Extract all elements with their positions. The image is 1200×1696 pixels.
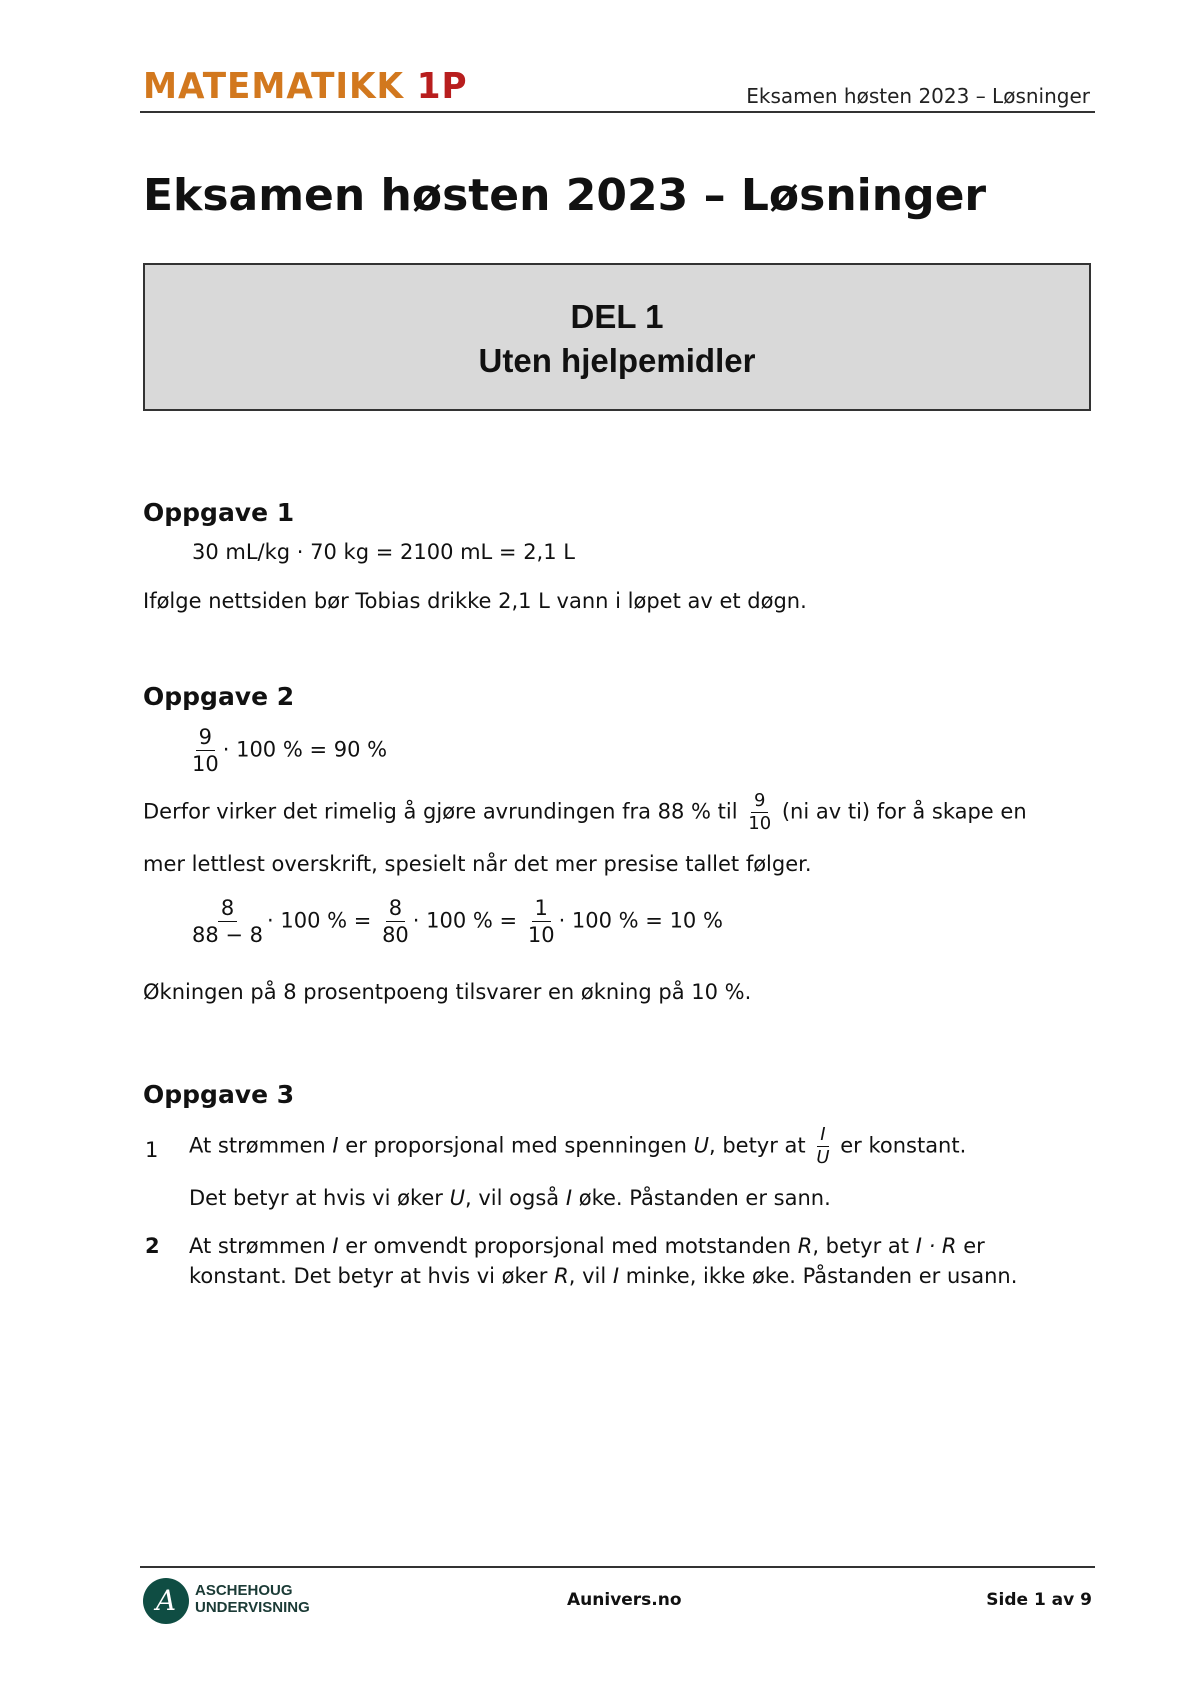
fraction-denominator: 10: [748, 813, 772, 834]
eq-part: · 100 % =: [412, 908, 518, 933]
item1-number: 1: [145, 1138, 159, 1162]
var: I: [332, 1133, 339, 1158]
var: R: [797, 1234, 813, 1258]
eq-rest: · 100 % = 90 %: [222, 737, 388, 762]
oppgave1-calc: 30 mL/kg · 70 kg = 2100 mL = 2,1 L: [192, 540, 575, 564]
eq-part: · 100 % = 10 %: [558, 908, 723, 933]
header-title: Eksamen høsten 2023 – Løsninger: [746, 84, 1090, 108]
publisher-logo-text: ASCHEHOUG UNDERVISNING: [195, 1582, 310, 1616]
item2-line1: [189, 1234, 985, 1258]
var: I: [612, 1264, 620, 1288]
fraction-numerator: 9: [751, 790, 768, 813]
section-subtitle: Uten hjelpemidler: [478, 342, 756, 379]
oppgave2-eq2: [188, 895, 723, 948]
oppgave2-text2: mer lettlest overskrift, spesielt når det mer presise tallet følger.: [143, 852, 812, 876]
text: er proporsjonal med spenningen: [345, 1133, 687, 1158]
footer-divider: [140, 1566, 1095, 1568]
text: At strømmen: [189, 1133, 326, 1158]
fraction-denominator: 10: [527, 923, 555, 947]
text: er: [963, 1234, 985, 1258]
var: R: [554, 1264, 569, 1288]
header-divider: [140, 111, 1095, 113]
fraction-denominator: U: [816, 1147, 830, 1168]
footer-site: Aunivers.no: [567, 1590, 682, 1610]
matematikk-logo: MATEMATIKK 1P: [143, 66, 468, 107]
text: Det betyr at hvis vi øker: [189, 1186, 443, 1210]
oppgave1-text: Ifølge nettsiden bør Tobias drikke 2,1 L vann i løpet av et døgn.: [143, 589, 807, 613]
oppgave1-heading: Oppgave 1: [143, 498, 295, 527]
var: I: [332, 1234, 339, 1258]
fraction-numerator: I: [817, 1124, 828, 1147]
oppgave2-heading: Oppgave 2: [143, 682, 295, 711]
section-box: [143, 263, 1091, 411]
fraction-numerator: 1: [532, 895, 551, 922]
document-title: Eksamen høsten 2023 – Løsninger: [143, 170, 987, 221]
text: minke, ikke øke. Påstanden er usann.: [625, 1264, 1018, 1288]
oppgave2-text1: [143, 790, 1027, 835]
text: (ni av ti) for å skape en: [781, 799, 1027, 824]
text: Derfor virker det rimelig å gjøre avrundingen fra 88 % til: [143, 799, 738, 824]
text: , vil også: [465, 1186, 560, 1210]
oppgave3-heading: Oppgave 3: [143, 1080, 295, 1109]
var: I: [565, 1186, 573, 1210]
item1-line2: [189, 1186, 831, 1210]
text: , betyr at: [708, 1133, 806, 1158]
fraction-numerator: 9: [196, 724, 215, 751]
item1-line1: [189, 1124, 966, 1169]
text: er konstant.: [840, 1133, 967, 1158]
fraction-numerator: 8: [218, 895, 237, 922]
section-part: DEL 1: [570, 298, 664, 335]
aschehoug-logo-icon: A: [143, 1578, 189, 1624]
text: øke. Påstanden er sann.: [578, 1186, 831, 1210]
item2-number: 2: [145, 1234, 160, 1258]
text: , betyr at: [812, 1234, 910, 1258]
oppgave2-eq1: [188, 724, 387, 777]
var: U: [693, 1133, 709, 1158]
oppgave2-text3: Økningen på 8 prosentpoeng tilsvarer en økning på 10 %.: [143, 980, 752, 1004]
text: At strømmen: [189, 1234, 326, 1258]
text: er omvendt proporsjonal med motstanden: [345, 1234, 792, 1258]
var: I · R: [915, 1234, 957, 1258]
fraction-denominator: 88 − 8: [192, 923, 264, 947]
fraction-denominator: 80: [382, 923, 409, 947]
item2-line2: [189, 1264, 1017, 1288]
text: konstant. Det betyr at hvis vi øker: [189, 1264, 548, 1288]
eq-part: · 100 % =: [267, 908, 372, 933]
text: , vil: [568, 1264, 607, 1288]
page-number: Side 1 av 9: [986, 1590, 1092, 1610]
fraction-denominator: 10: [192, 752, 219, 776]
var: U: [449, 1186, 466, 1210]
fraction-numerator: 8: [386, 895, 405, 922]
